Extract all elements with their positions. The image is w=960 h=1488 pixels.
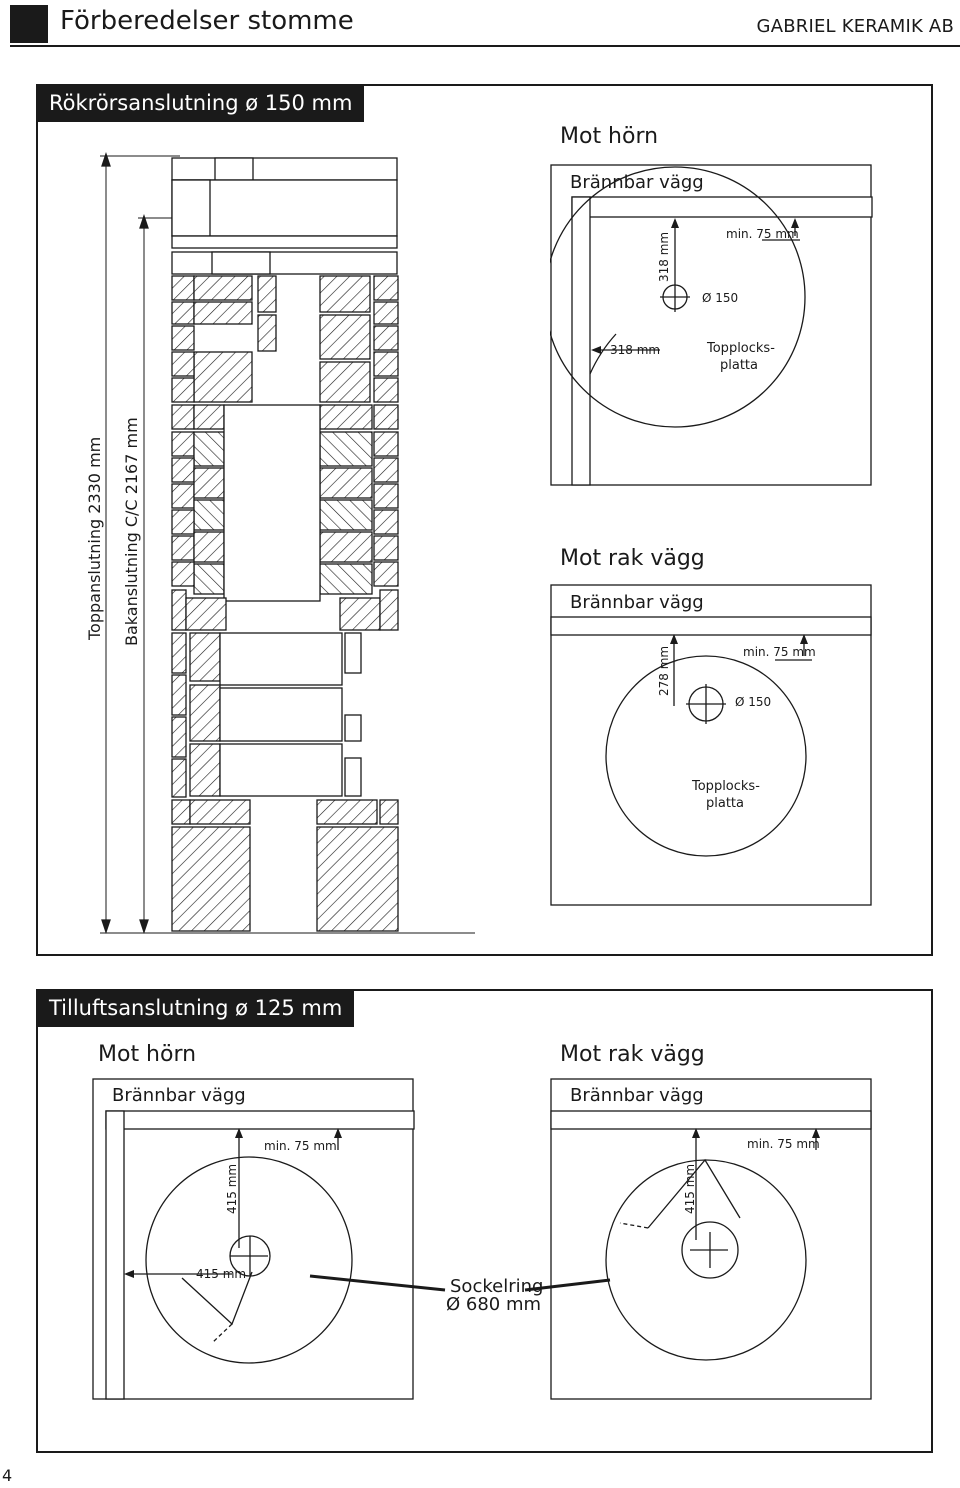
header-marker	[10, 5, 48, 43]
air-corner-dim-vertical: 415 mm	[225, 1163, 239, 1214]
corner-dim-vertical: 318 mm	[657, 231, 671, 282]
air-straight-heading: Mot rak vägg	[560, 1042, 705, 1067]
air-straight-dim-vertical: 415 mm	[683, 1163, 697, 1214]
air-corner-min-distance: min. 75 mm	[264, 1139, 337, 1153]
straight-min-distance: min. 75 mm	[743, 645, 816, 659]
stove-elevation-drawing	[40, 140, 500, 940]
corner-dim-horizontal: 318 mm	[610, 343, 661, 357]
air-corner-heading: Mot hörn	[98, 1042, 197, 1067]
corner-heading: Mot hörn	[560, 124, 659, 149]
corner-plate-line2: platta	[720, 358, 758, 373]
air-corner-diagram	[92, 1078, 416, 1402]
page-title: Förberedelser stomme	[60, 6, 354, 36]
air-corner-wall-label: Brännbar vägg	[112, 1085, 246, 1106]
dimension-back-connection: Bakanslutning C/C 2167 mm	[122, 417, 141, 646]
ring-label: Sockelring	[450, 1276, 544, 1297]
section-title-flue: Rökrörsanslutning ø 150 mm	[37, 84, 364, 122]
section-title-air: Tilluftsanslutning ø 125 mm	[37, 989, 354, 1027]
corner-flue-diagram	[550, 164, 874, 488]
straight-wall-label: Brännbar vägg	[570, 592, 704, 613]
dimension-top-connection: Toppanslutning 2330 mm	[85, 436, 104, 640]
ring-diameter: Ø 680 mm	[446, 1294, 542, 1315]
page-number: 4	[2, 1466, 13, 1485]
straight-dim-vertical: 278 mm	[657, 645, 671, 696]
air-straight-diagram	[550, 1078, 874, 1402]
brand-name: GABRIEL KERAMIK AB	[756, 16, 954, 37]
straight-plate-line1: Topplocks-	[692, 779, 760, 794]
air-straight-wall-label: Brännbar vägg	[570, 1085, 704, 1106]
corner-diameter: Ø 150	[702, 291, 739, 305]
straight-diameter: Ø 150	[735, 695, 772, 709]
air-corner-dim-horizontal: 415 mm	[196, 1267, 247, 1281]
corner-wall-label: Brännbar vägg	[570, 172, 704, 193]
air-straight-min-distance: min. 75 mm	[747, 1137, 820, 1151]
straight-heading: Mot rak vägg	[560, 546, 705, 571]
corner-plate-line1: Topplocks-	[707, 341, 775, 356]
straight-flue-diagram	[550, 584, 874, 908]
header-rule	[10, 45, 960, 47]
corner-min-distance: min. 75 mm	[726, 227, 799, 241]
straight-plate-line2: platta	[706, 796, 744, 811]
